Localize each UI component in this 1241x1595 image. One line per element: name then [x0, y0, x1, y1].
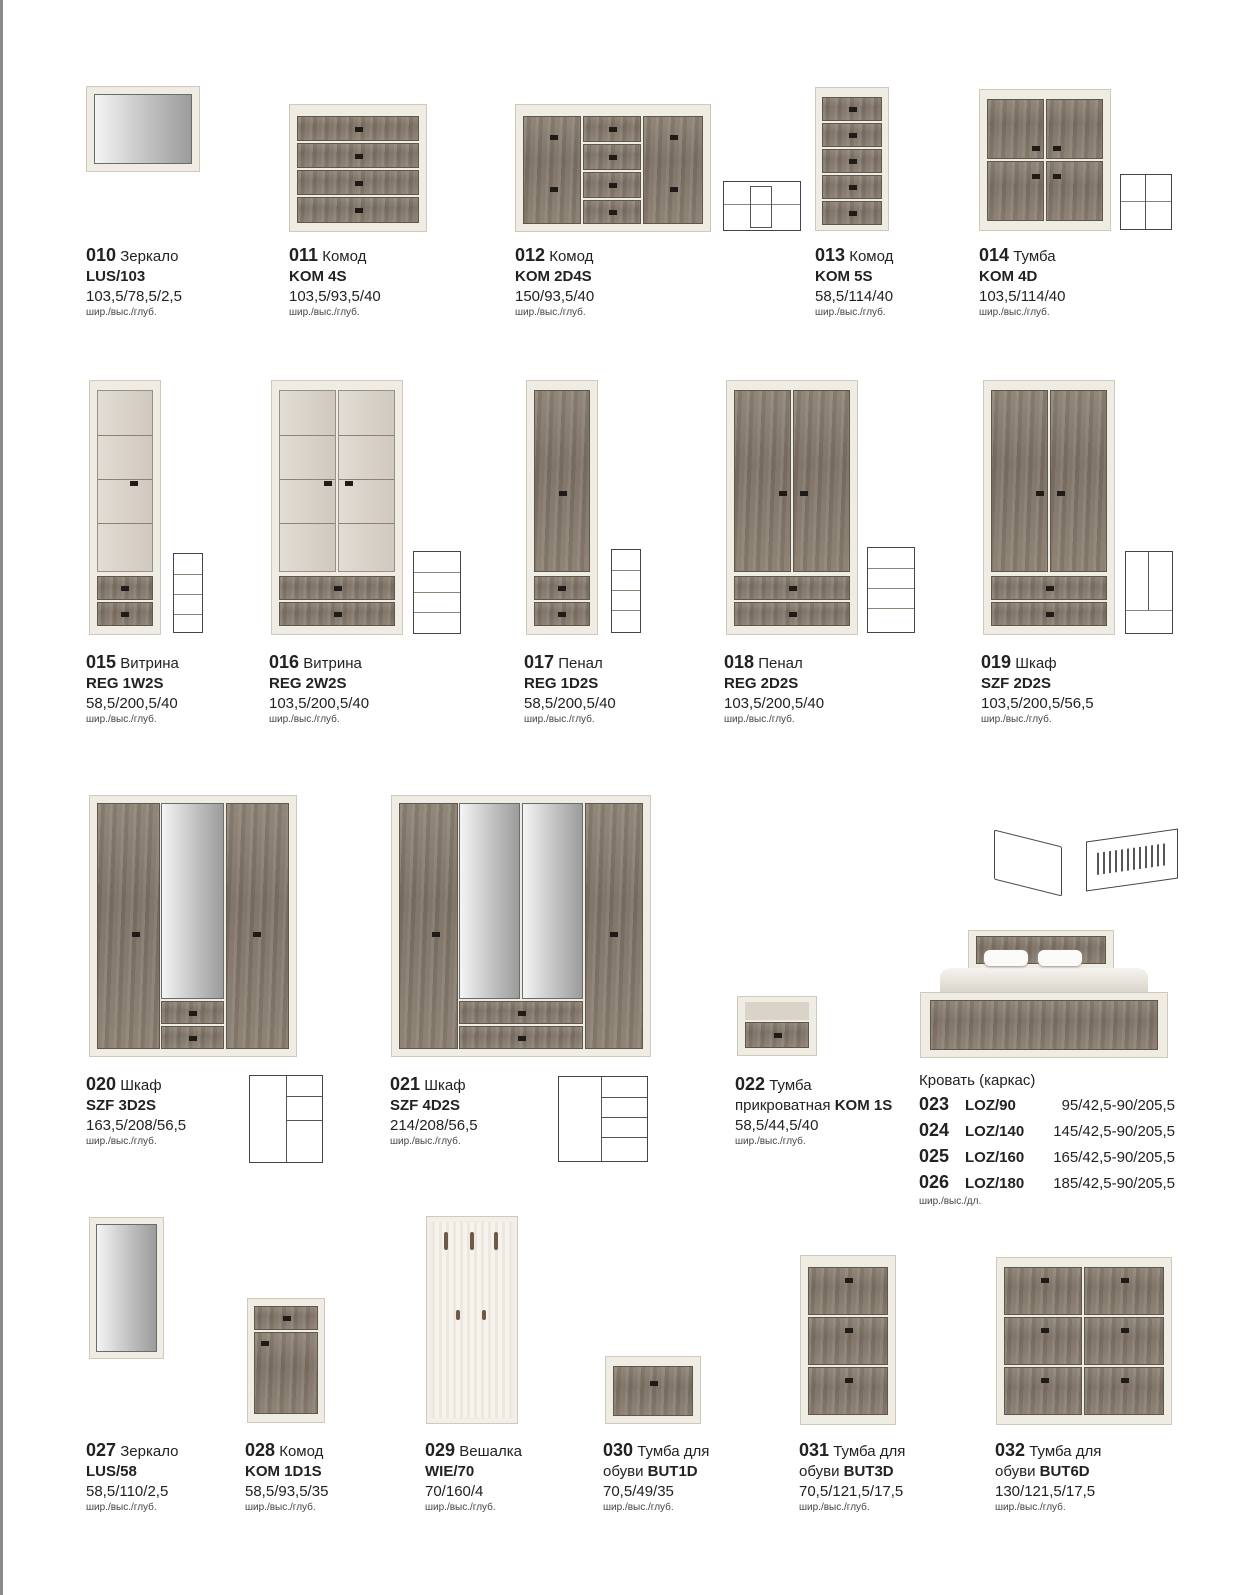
sketch-open-017	[611, 549, 641, 633]
item-dims: 103,5/114/40	[979, 288, 1066, 305]
item-number: 031	[799, 1440, 830, 1460]
item-unit: шир./выс./глуб.	[815, 307, 886, 318]
item-unit: шир./выс./глуб.	[425, 1502, 496, 1513]
bed-title: Кровать (каркас)	[919, 1072, 1036, 1089]
item-number: 016	[269, 652, 300, 672]
item-unit: шир./выс./глуб.	[981, 714, 1052, 725]
product-image-028	[247, 1298, 325, 1423]
item-code: KOM 1S	[834, 1097, 893, 1114]
item-number: 032	[995, 1440, 1026, 1460]
product-image-019	[983, 380, 1115, 635]
product-image-013	[815, 87, 889, 231]
bed-row	[919, 1092, 1175, 1118]
item-unit: шир./выс./глуб.	[995, 1502, 1066, 1513]
bed-number: 026	[919, 1172, 950, 1192]
product-image-021	[391, 795, 651, 1057]
sketch-open-015	[173, 553, 203, 633]
item-dims: 163,5/208/56,5	[86, 1117, 187, 1134]
item-number: 019	[981, 652, 1012, 672]
item-name: Комод	[549, 248, 594, 265]
item-name: Шкаф	[1015, 655, 1057, 672]
sketch-open-012	[723, 181, 801, 231]
product-image-030	[605, 1356, 701, 1424]
bed-dims: 165/42,5-90/205,5	[1053, 1149, 1175, 1166]
item-code: BUT6D	[1039, 1463, 1090, 1480]
item-name: Комод	[849, 248, 894, 265]
item-unit: шир./выс./глуб.	[735, 1136, 806, 1147]
sketch-bed-double	[1086, 829, 1178, 892]
product-image-029	[426, 1216, 518, 1424]
item-code: LUS/58	[86, 1463, 137, 1480]
item-dims: 58,5/44,5/40	[735, 1117, 819, 1134]
item-code: REG 1W2S	[86, 675, 164, 692]
product-caption-028	[245, 1440, 328, 1513]
product-image-017	[526, 380, 598, 635]
item-unit: шир./выс./глуб.	[799, 1502, 870, 1513]
item-dims: 214/208/56,5	[390, 1117, 478, 1134]
item-number: 014	[979, 245, 1010, 265]
item-number: 020	[86, 1074, 117, 1094]
bed-caption	[919, 1070, 1175, 1207]
product-image-015	[89, 380, 161, 635]
item-dims: 70,5/121,5/17,5	[799, 1483, 904, 1500]
mirror-glass	[94, 94, 192, 164]
item-unit: шир./выс./глуб.	[524, 714, 595, 725]
bed-dims: 145/42,5-90/205,5	[1053, 1123, 1175, 1140]
item-unit: шир./выс./глуб.	[979, 307, 1050, 318]
item-code: KOM 1D1S	[245, 1463, 322, 1480]
bed-number: 024	[919, 1120, 950, 1140]
item-number: 012	[515, 245, 546, 265]
item-number: 029	[425, 1440, 456, 1460]
product-image-011	[289, 104, 427, 232]
product-caption-031	[799, 1440, 905, 1513]
product-caption-014	[979, 245, 1065, 318]
hook-icon	[494, 1232, 498, 1250]
item-dims: 58,5/200,5/40	[86, 695, 178, 712]
item-unit: шир./выс./глуб.	[86, 714, 157, 725]
item-code: WIE/70	[425, 1463, 475, 1480]
item-name-2: обуви	[603, 1463, 644, 1480]
item-code: SZF 2D2S	[981, 675, 1052, 692]
item-name: Шкаф	[424, 1077, 466, 1094]
bed-code: LOZ/140	[965, 1123, 1025, 1140]
product-image-012	[515, 104, 711, 232]
bed-row	[919, 1170, 1175, 1196]
hook-icon	[470, 1232, 474, 1250]
product-image-031	[800, 1255, 896, 1425]
item-dims: 103,5/200,5/40	[724, 695, 825, 712]
item-dims: 103,5/200,5/56,5	[981, 695, 1094, 712]
item-dims: 70,5/49/35	[603, 1483, 674, 1500]
product-caption-011	[289, 245, 381, 318]
product-caption-010	[86, 245, 182, 318]
product-image-020	[89, 795, 297, 1057]
item-code: REG 2W2S	[269, 675, 347, 692]
product-caption-021	[390, 1074, 478, 1147]
item-code: SZF 3D2S	[86, 1097, 157, 1114]
bed-number: 023	[919, 1094, 950, 1114]
item-code: KOM 4S	[289, 268, 347, 285]
item-unit: шир./выс./глуб.	[86, 1136, 157, 1147]
bed-row	[919, 1144, 1175, 1170]
item-unit: шир./выс./глуб.	[289, 307, 360, 318]
item-number: 030	[603, 1440, 634, 1460]
item-code: BUT1D	[647, 1463, 698, 1480]
item-number: 022	[735, 1074, 766, 1094]
item-number: 021	[390, 1074, 421, 1094]
item-unit: шир./выс./глуб.	[245, 1502, 316, 1513]
item-name: Шкаф	[120, 1077, 162, 1094]
item-name: Витрина	[303, 655, 362, 672]
hook-icon	[444, 1232, 448, 1250]
bed-code: LOZ/180	[965, 1175, 1025, 1192]
item-number: 017	[524, 652, 555, 672]
hook-icon	[456, 1310, 460, 1320]
item-unit: шир./выс./глуб.	[269, 714, 340, 725]
item-dims: 70/160/4	[425, 1483, 484, 1500]
item-dims: 58,5/200,5/40	[524, 695, 616, 712]
item-number: 015	[86, 652, 117, 672]
bed-code: LOZ/90	[965, 1097, 1016, 1114]
hook-icon	[482, 1310, 486, 1320]
product-image-014	[979, 89, 1111, 231]
product-caption-012	[515, 245, 594, 318]
item-name: Тумба для	[1029, 1443, 1102, 1460]
item-name-2: прикроватная	[735, 1097, 831, 1114]
page-left-border	[0, 0, 3, 1595]
item-dims: 58,5/114/40	[815, 288, 894, 305]
product-caption-013	[815, 245, 893, 318]
bed-dims: 185/42,5-90/205,5	[1053, 1175, 1175, 1192]
sketch-open-019	[1125, 551, 1173, 634]
bed-code: LOZ/160	[965, 1149, 1025, 1166]
item-unit: шир./выс./глуб.	[603, 1502, 674, 1513]
item-unit: шир./выс./глуб.	[86, 1502, 157, 1513]
item-name: Витрина	[120, 655, 179, 672]
sketch-open-016	[413, 551, 461, 634]
bed-number: 025	[919, 1146, 950, 1166]
item-dims: 130/121,5/17,5	[995, 1483, 1096, 1500]
sketch-open-020	[249, 1075, 323, 1163]
item-name: Тумба	[1013, 248, 1056, 265]
item-name: Комод	[322, 248, 367, 265]
product-caption-029	[425, 1440, 522, 1513]
bed-unit: шир./выс./дл.	[919, 1196, 982, 1207]
bed-row	[919, 1118, 1175, 1144]
product-caption-017	[524, 652, 616, 725]
item-name: Тумба для	[637, 1443, 710, 1460]
item-code: LUS/103	[86, 268, 146, 285]
sketch-open-018	[867, 547, 915, 633]
item-dims: 58,5/93,5/35	[245, 1483, 329, 1500]
item-name: Комод	[279, 1443, 324, 1460]
product-image-016	[271, 380, 403, 635]
item-unit: шир./выс./глуб.	[390, 1136, 461, 1147]
item-number: 018	[724, 652, 755, 672]
item-number: 027	[86, 1440, 117, 1460]
item-code: SZF 4D2S	[390, 1097, 461, 1114]
item-name: Тумба для	[833, 1443, 906, 1460]
product-caption-015	[86, 652, 179, 725]
product-caption-030	[603, 1440, 709, 1513]
item-number: 010	[86, 245, 117, 265]
product-image-bed	[920, 930, 1168, 1058]
product-caption-027	[86, 1440, 178, 1513]
item-name: Пенал	[758, 655, 803, 672]
item-name: Пенал	[558, 655, 603, 672]
item-dims: 103,5/200,5/40	[269, 695, 370, 712]
item-name: Зеркало	[120, 248, 179, 265]
item-unit: шир./выс./глуб.	[724, 714, 795, 725]
item-name: Вешалка	[459, 1443, 522, 1460]
item-dims: 58,5/110/2,5	[86, 1483, 169, 1500]
item-code: REG 1D2S	[524, 675, 599, 692]
sketch-open-021	[558, 1076, 648, 1162]
item-code: BUT3D	[843, 1463, 894, 1480]
item-number: 011	[289, 245, 319, 265]
sketch-open-014	[1120, 174, 1172, 230]
product-caption-032	[995, 1440, 1101, 1513]
item-code: KOM 2D4S	[515, 268, 592, 285]
product-caption-018	[724, 652, 824, 725]
product-image-010	[86, 86, 200, 172]
product-caption-020	[86, 1074, 186, 1147]
sketch-bed-single	[994, 830, 1062, 897]
item-code: REG 2D2S	[724, 675, 799, 692]
item-name-2: обуви	[799, 1463, 840, 1480]
item-unit: шир./выс./глуб.	[515, 307, 586, 318]
product-caption-016	[269, 652, 369, 725]
product-image-022	[737, 996, 817, 1056]
item-number: 013	[815, 245, 846, 265]
product-image-018	[726, 380, 858, 635]
item-code: KOM 5S	[815, 268, 873, 285]
product-image-027	[89, 1217, 164, 1359]
item-unit: шир./выс./глуб.	[86, 307, 157, 318]
item-name: Тумба	[769, 1077, 812, 1094]
item-number: 028	[245, 1440, 276, 1460]
product-caption-019	[981, 652, 1094, 725]
bed-dims: 95/42,5-90/205,5	[1061, 1097, 1175, 1114]
item-code: KOM 4D	[979, 268, 1038, 285]
product-caption-022	[735, 1074, 892, 1147]
product-image-032	[996, 1257, 1172, 1425]
item-dims: 150/93,5/40	[515, 288, 595, 305]
item-dims: 103,5/78,5/2,5	[86, 288, 182, 305]
item-name-2: обуви	[995, 1463, 1036, 1480]
item-name: Зеркало	[120, 1443, 179, 1460]
item-dims: 103,5/93,5/40	[289, 288, 381, 305]
